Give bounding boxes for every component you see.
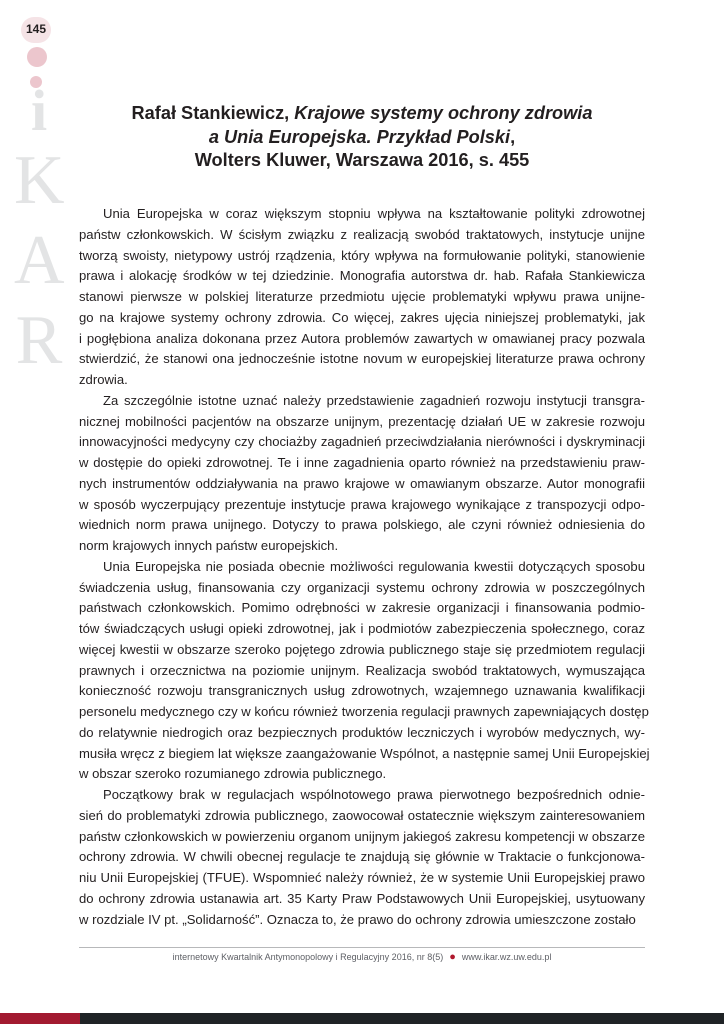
paragraph-line: ochrony zdrowia. W chwili obecnej regulacje te znajdują się głównie w Traktacie o funkcjonowa- xyxy=(79,849,645,865)
page-number: 145 xyxy=(25,22,47,36)
footer-journal-name: internetowy Kwartalnik Antymonopolowy i Regulacyjny 2016, nr 8(5) xyxy=(172,952,444,962)
paragraph-line: norm krajowych innych państw europejskich. xyxy=(79,538,339,553)
paragraph-line: konieczność rozwoju transgranicznych usług zdrowotnych, wzajemnego uznawania kwalifikacji xyxy=(79,683,645,699)
paragraph-line: zdrowia. xyxy=(79,372,128,387)
paragraph-line: do relatywnie niedrogich oraz bezpiecznych produktów leczniczych i wyrobów medycznych, wy- xyxy=(79,724,645,740)
side-letter-i: i xyxy=(30,78,48,143)
paragraph-line: niu Unii Europejskiej (TFUE). Wspomnieć należy również, że w systemie Unii Europejskiej prawo xyxy=(79,870,645,885)
paragraph-line: prawnych i orzecznictwa na poziomie unijnym. Realizacja swobód traktatowych, wymuszająca xyxy=(79,662,645,678)
paragraph-line: państw członkowskich. W ścisłym związku z realizacją swobód traktatowych, instytucje unijne xyxy=(79,226,645,242)
footer-website-link[interactable]: www.ikar.wz.uw.edu.pl xyxy=(461,952,552,962)
review-body xyxy=(79,204,650,930)
paragraph-line: w obszar szeroko rozumianego zdrowia publicznego. xyxy=(79,766,387,782)
paragraph-line: wiednich norm prawa unijnego. Dotyczy to prawa polskiego, ale czyni również odniesienia do xyxy=(79,517,645,533)
title-book-name-part-1: Krajowe systemy ochrony zdrowia xyxy=(294,103,593,123)
paragraph-line: tworzą swoisty, nietypowy ustrój rządzenia, który wpływa na formułowanie polityki, stanowienie xyxy=(79,247,645,263)
paragraph-line: musiła wręcz z biegiem lat większe zaangażowanie Wspólnot, a następnie samej Unii Europejskiej xyxy=(79,745,650,761)
paragraph-line: Za szczególnie istotne uznać należy przedstawienie zagadnień rozwoju instytucji transgra- xyxy=(103,392,645,408)
paragraph-line: go na krajowe systemy ochrony zdrowia. Co więcej, zakres ujęcia niniejszej problematyki, jak xyxy=(79,309,645,325)
paragraph-line: i pogłębiona analiza dokonana przez Autora problemów zawartych w omawianej pracy pozwala xyxy=(79,330,645,346)
paragraph-line: prawa i alokację środków w tej dziedzinie. Monografia autorstwa dr. hab. Rafała Stankiewicza xyxy=(79,268,645,284)
title-line-2 xyxy=(79,126,645,150)
paragraph-line: Początkowy brak w regulacjach wspólnotowego prawa pierwotnego bezpośrednich odnie- xyxy=(103,787,645,802)
paragraph-line: w rozdziale IV pt. „Solidarność”. Oznacza to, że prawo do ochrony zdrowia umieszczone zostało xyxy=(79,911,636,927)
paragraph-line: państw członkowskich w powierzeniu organom unijnym jakiegoś zakresu kompetencji w obszarze xyxy=(79,828,645,844)
footer-bullet-icon: ● xyxy=(449,951,456,963)
paragraph-line: świadczenia usług, finansowania czy organizacji systemu ochrony zdrowia w poszczególnych xyxy=(79,579,645,595)
title-book-name-part-2: a Unia Europejska. Przykład Polski xyxy=(208,126,511,147)
title-comma: , xyxy=(510,126,516,147)
paragraph-line: tów świadczących usługi opieki zdrowotnej, jak i podmiotów zabezpieczenia społecznego, coraz xyxy=(79,621,645,636)
review-title xyxy=(79,102,645,173)
paragraph-line: innowacyjności medycyny czy chociażby zagadnień przeciwdziałania nierówności i dyskryminacji xyxy=(79,434,645,450)
page-number-badge xyxy=(21,17,51,43)
paragraph-line: Unia Europejska w coraz większym stopniu wpływa na kształtowanie polityki zdrowotnej xyxy=(103,206,645,221)
ikar-side-logo xyxy=(14,78,65,379)
title-line-1 xyxy=(79,102,645,126)
paragraph-line: więcej kwestii w obszarze szeroko pojętego zdrowia publicznego staje się przedmiotem regulacji xyxy=(79,641,645,657)
bottom-bar xyxy=(80,1013,724,1024)
paragraph-line: stwierdzić, że stanowi ona jednocześnie istotne novum w europejskiej literaturze prawa ochrony xyxy=(79,351,645,367)
side-letter-k: K xyxy=(14,142,65,219)
page-footer xyxy=(79,951,645,963)
paragraph-line: sień do problematyki zdrowia publicznego, zaowocował ostatecznie większym zainteresowaniem xyxy=(79,807,645,823)
paragraph xyxy=(79,391,645,557)
paragraph-line: Unia Europejska nie posiada obecnie możliwości regulowania kwestii dotyczących sposobu xyxy=(103,558,645,574)
side-letter-r: R xyxy=(15,302,63,379)
bottom-bar-accent xyxy=(0,1013,80,1024)
paragraph-line: do ochrony zdrowia ustanawia art. 35 Karty Praw Podstawowych Unii Europejskiej, usytuowany xyxy=(79,890,645,906)
paragraph-line: w sposób wyczerpujący prezentuje instytucje prawa krajowego wynikające z transpozycji odpo- xyxy=(79,496,645,512)
paragraph-line: nych instrumentów oddziaływania na prawo krajowe w omawianym obszarze. Autor monografii xyxy=(79,475,645,491)
title-author: Rafał Stankiewicz, xyxy=(131,103,290,123)
footer-divider xyxy=(79,947,645,948)
paragraph-line: nicznej mobilności pacjentów na obszarze unijnym, prezentację działań UE w zakresie rozwoju xyxy=(79,413,645,429)
paragraph xyxy=(79,557,650,785)
paragraph xyxy=(79,204,645,391)
title-publisher: Wolters Kluwer, Warszawa 2016, s. 455 xyxy=(194,150,530,170)
paragraph-line: personelu medycznego czy w końcu również tworzenia regulacji prawnych zapewniających dostęp xyxy=(79,704,649,719)
decorative-dot-large xyxy=(27,47,47,67)
paragraph xyxy=(79,785,645,930)
paragraph-line: w dostępie do opieki zdrowotnej. Te i inne zagadnienia oparto również na przedstawieniu praw- xyxy=(79,455,645,470)
side-letter-a: A xyxy=(14,222,65,299)
paragraph-line: państwach członkowskich. Pomimo odrębności w zakresie organizacji i finansowania podmio- xyxy=(79,600,645,616)
paragraph-line: stanowi pierwsze w polskiej literaturze przedmiotu ujęcie problematyki wpływu prawa unijne- xyxy=(79,289,645,304)
